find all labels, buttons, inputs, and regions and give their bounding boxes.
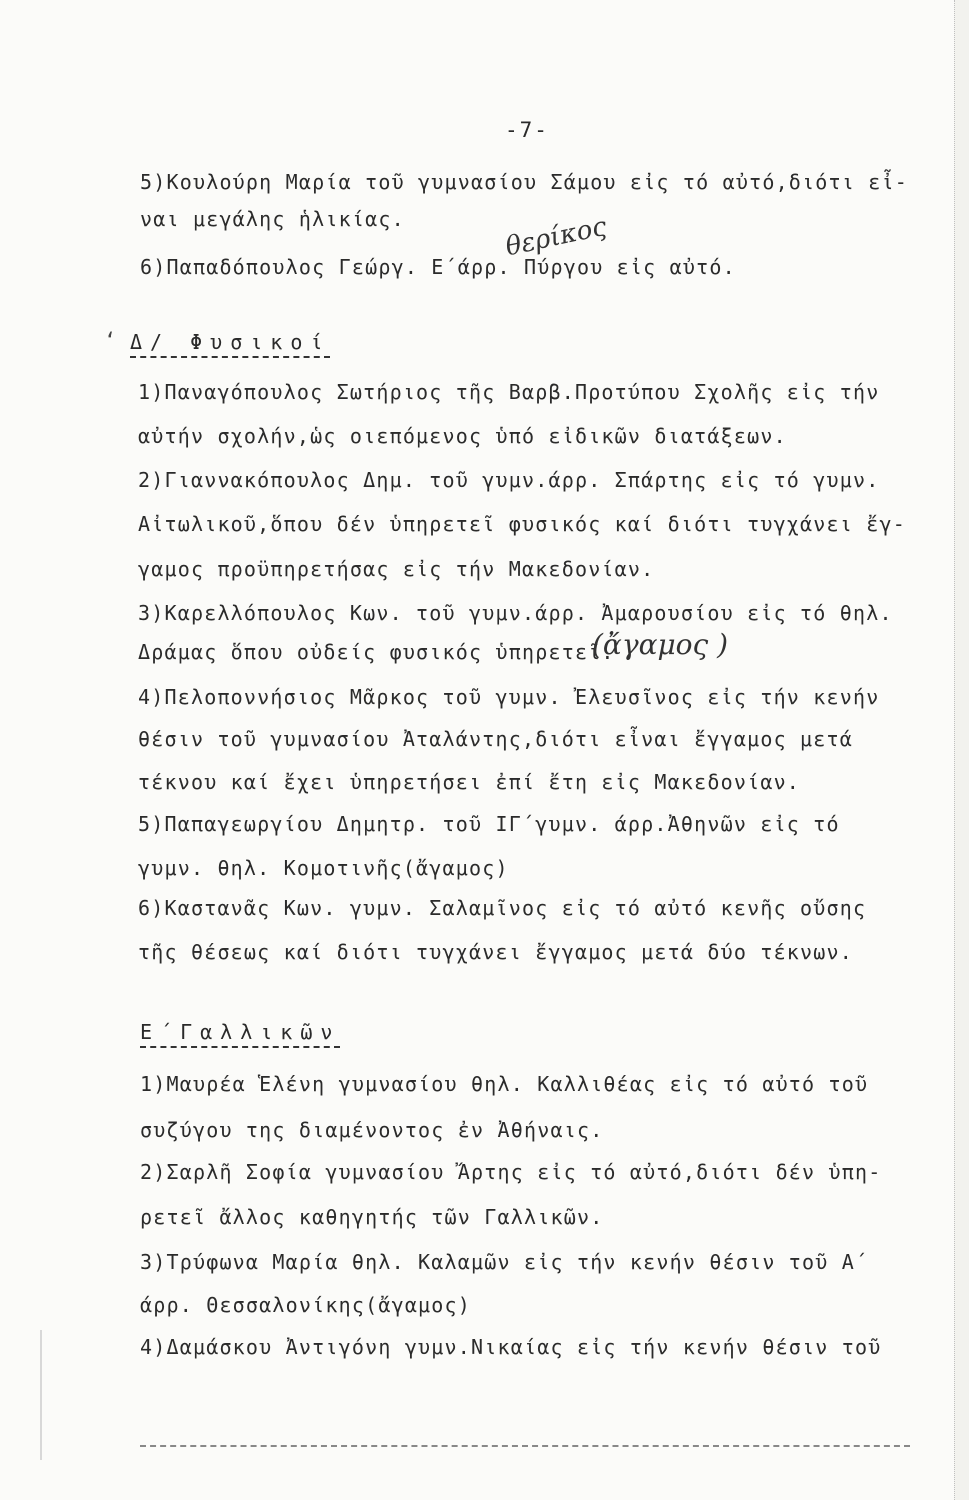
binding-mark — [40, 1330, 52, 1460]
text-line: 4)Πελοποννήσιος Μᾶρκος τοῦ γυμν. Ἐλευσῖνος εἰς τήν κενήν — [138, 685, 880, 709]
page-edge-shadow — [954, 0, 969, 1500]
text-line: Αἰτωλικοῦ,ὅπου δέν ὑπηρετεῖ φυσικός καί διότι τυγχάνει ἔγ- — [138, 512, 906, 536]
text-line: 2)Σαρλῆ Σοφία γυμνασίου Ἄρτης εἰς τό αὐτό,διότι δέν ὑπη- — [140, 1160, 882, 1184]
text-line: 5)Κουλούρη Μαρία τοῦ γυμνασίου Σάμου εἰς τό αὐτό,διότι εἶ- — [140, 170, 908, 194]
text-line: 1)Παναγόπουλος Σωτήριος τῆς Βαρβ.Προτύπου Σχολῆς εἰς τήν — [138, 380, 880, 404]
text-line: ρετεῖ ἄλλος καθηγητής τῶν Γαλλικῶν. — [140, 1205, 604, 1229]
text-line: γαμος προϋπηρετήσας εἰς τήν Μακεδονίαν. — [138, 557, 655, 581]
bottom-rule — [140, 1445, 910, 1447]
text-line: τῆς θέσεως καί διότι τυγχάνει ἔγγαμος μετά δύο τέκνων. — [138, 940, 854, 964]
text-line: 6)Καστανᾶς Κων. γυμν. Σαλαμῖνος εἰς τό αὐτό κενῆς οὔσης — [138, 896, 867, 920]
text-line: 4)Δαμάσκου Ἀντιγόνη γυμν.Νικαίας εἰς τήν κενήν θέσιν τοῦ — [140, 1335, 882, 1359]
handwritten-annotation: (ἄγαμος ) — [592, 628, 729, 661]
section-heading-physics: Δ/ Φυσικοί — [130, 330, 330, 358]
section-heading-french: Ε΄Γαλλικῶν — [140, 1020, 340, 1048]
text-line: συζύγου της διαμένοντος ἐν Ἀθήναις. — [140, 1118, 604, 1142]
text-line: γυμν. θηλ. Κομοτινῆς(ἄγαμος) — [138, 856, 509, 880]
text-line: ναι μεγάλης ἡλικίας. — [140, 207, 405, 231]
text-line: 1)Μαυρέα Ἑλένη γυμνασίου θηλ. Καλλιθέας εἰς τό αὐτό τοῦ — [140, 1072, 869, 1096]
text-line: 6)Παπαδόπουλος Γεώργ. Ε΄άρρ. Πύργου εἰς αὐτό. — [140, 255, 736, 279]
text-line: τέκνου καί ἔχει ὑπηρετήσει ἐπί ἔτη εἰς Μακεδονίαν. — [138, 770, 801, 794]
text-line: 5)Παπαγεωργίου Δημητρ. τοῦ ΙΓ΄γυμν. άρρ.Ἀθηνῶν εἰς τό — [138, 812, 840, 836]
text-line: Δράμας ὅπου οὐδείς φυσικός ὑπηρετεῖ. — [138, 640, 615, 664]
text-line: 2)Γιαννακόπουλος Δημ. τοῦ γυμν.άρρ. Σπάρτης εἰς τό γυμν. — [138, 468, 880, 492]
page-number: -7- — [505, 118, 549, 142]
text-line: 3)Τρύφωνα Μαρία θηλ. Καλαμῶν εἰς τήν κενήν θέσιν τοῦ Α΄ — [140, 1250, 869, 1274]
handwritten-annotation: θερίκος — [502, 211, 610, 263]
margin-mark: ‘ — [104, 328, 117, 352]
text-line: θέσιν τοῦ γυμνασίου Ἀταλάντης,διότι εἶναι ἔγγαμος μετά — [138, 727, 854, 751]
text-line: αὐτήν σχολήν,ὡς οιεπόμενος ὑπό εἰδικῶν διατάξεων. — [138, 424, 787, 448]
text-line: άρρ. Θεσσαλονίκης(ἄγαμος) — [140, 1293, 472, 1317]
text-line: 3)Καρελλόπουλος Κων. τοῦ γυμν.άρρ. Ἀμαρουσίου εἰς τό θηλ. — [138, 601, 893, 625]
